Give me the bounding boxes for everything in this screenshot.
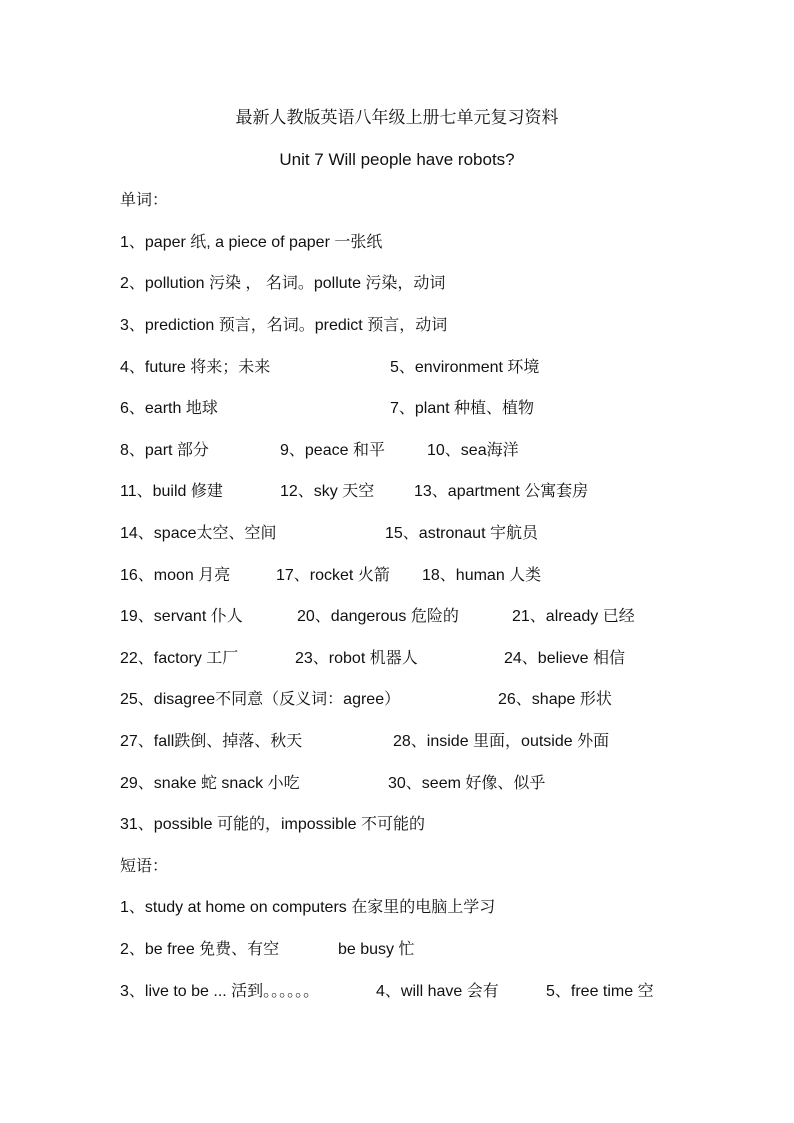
document-title: 最新人教版英语八年级上册七单元复习资料 [235, 108, 559, 127]
vocab-entry: 7、plant 种植、植物 [390, 400, 535, 417]
vocab-entry: 5、environment 环境 [390, 359, 540, 376]
vocab-entry: 19、servant 仆人 [120, 608, 243, 625]
vocab-entry: 11、build 修建 [120, 483, 223, 500]
phrase-entry: 4、will have 会有 [376, 983, 499, 1000]
vocab-entry: 2、pollution 污染 ， 名词。pollute 污染，动词 [120, 275, 446, 292]
vocab-entry: 26、shape 形状 [498, 691, 612, 708]
vocab-entry: 3、prediction 预言，名词。predict 预言，动词 [120, 317, 448, 334]
phrase-heading: 短语： [120, 858, 169, 875]
document-subtitle: Unit 7 Will people have robots? [279, 150, 515, 169]
vocab-entry: 10、sea海洋 [427, 442, 519, 459]
vocab-entry: 18、human 人类 [422, 567, 542, 584]
vocab-heading: 单词： [120, 192, 169, 209]
vocab-entry: 31、possible 可能的，impossible 不可能的 [120, 816, 425, 833]
vocab-entry: 29、snake 蛇 snack 小吃 [120, 775, 300, 792]
phrase-entry: 3、live to be ... 活到。。。。。。 [120, 983, 320, 1000]
vocab-entry: 24、believe 相信 [504, 650, 625, 667]
vocab-entry: 14、space太空、空间 [120, 525, 277, 542]
vocab-entry: 28、inside 里面，outside 外面 [393, 733, 610, 750]
vocab-entry: 23、robot 机器人 [295, 650, 418, 667]
vocab-entry: 12、sky 天空 [280, 483, 375, 500]
vocab-entry: 17、rocket 火箭 [276, 567, 390, 584]
vocab-entry: 30、seem 好像、似乎 [388, 775, 546, 792]
vocab-entry: 4、future 将来；未来 [120, 359, 271, 376]
vocab-entry: 6、earth 地球 [120, 400, 218, 417]
phrase-entry: 2、be free 免费、有空 [120, 941, 280, 958]
vocab-entry: 21、already 已经 [512, 608, 635, 625]
vocab-entry: 1、paper 纸, a piece of paper 一张纸 [120, 234, 383, 251]
phrase-entry: 5、free time 空 [546, 983, 654, 1000]
phrase-entry: 1、study at home on computers 在家里的电脑上学习 [120, 899, 496, 916]
vocab-entry: 8、part 部分 [120, 442, 209, 459]
vocab-entry: 16、moon 月亮 [120, 567, 231, 584]
vocab-entry: 25、disagree不同意（反义词：agree） [120, 691, 401, 708]
vocab-entry: 13、apartment 公寓套房 [414, 483, 589, 500]
vocab-entry: 22、factory 工厂 [120, 650, 239, 667]
phrase-entry: be busy 忙 [338, 941, 415, 958]
vocab-entry: 20、dangerous 危险的 [297, 608, 459, 625]
vocab-entry: 15、astronaut 宇航员 [385, 525, 538, 542]
vocab-entry: 9、peace 和平 [280, 442, 385, 459]
vocab-entry: 27、fall跌倒、掉落、秋天 [120, 733, 303, 750]
